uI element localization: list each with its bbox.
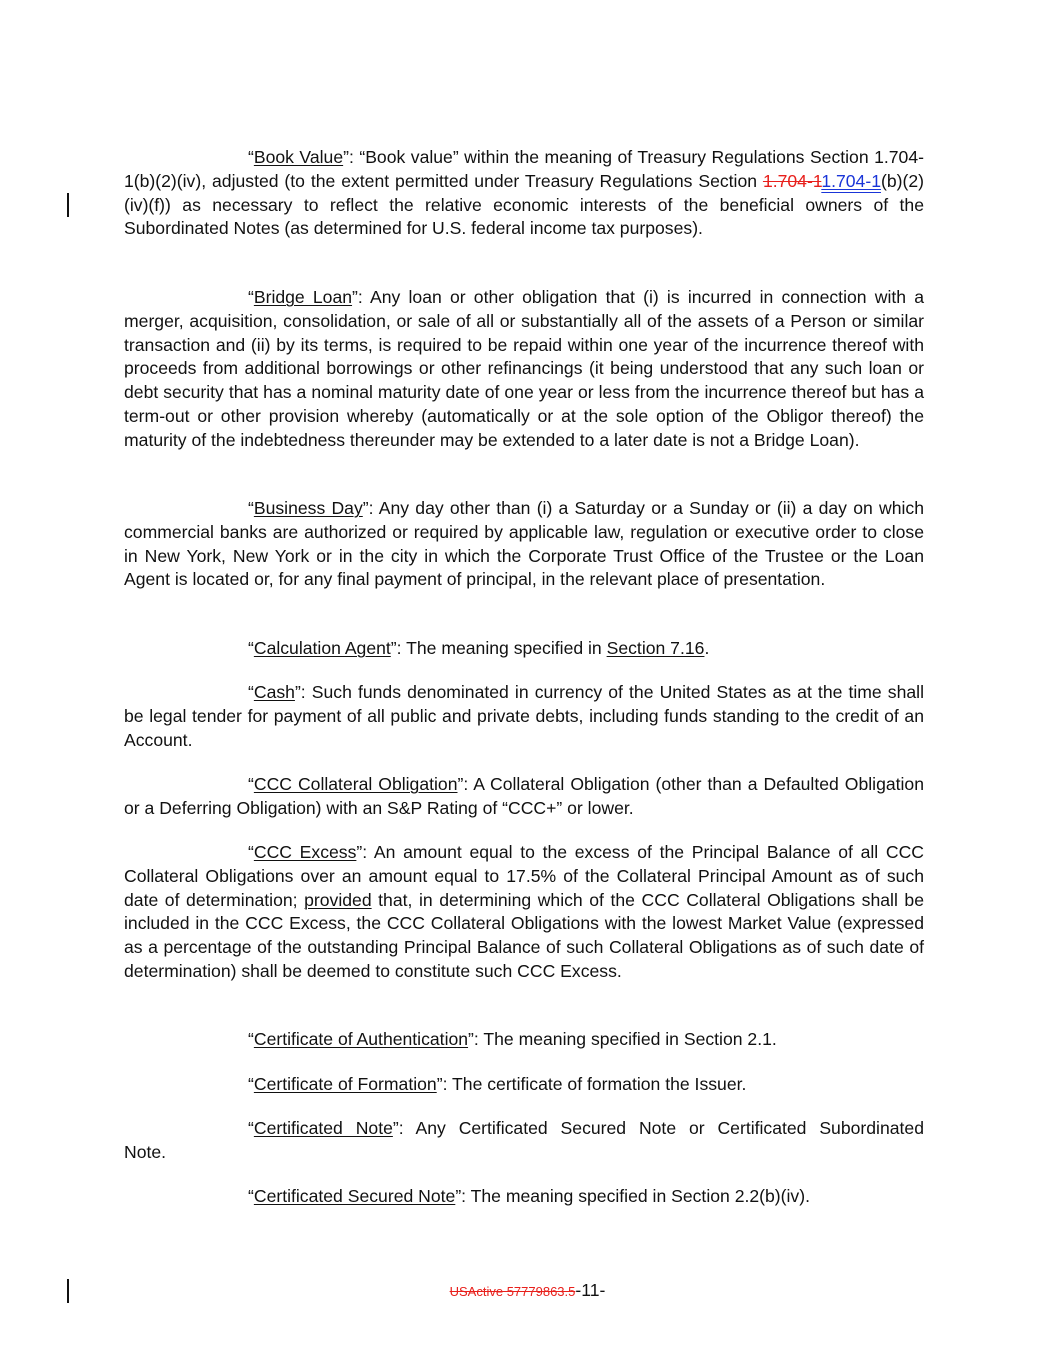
definition-business-day: “Business Day”: Any day other than (i) a Saturday or a Sunday or (ii) a day on which commercial banks are authorized or required by applicable law, regulation or executive order to close in New York, New York or in the city in which the Corporate Trust Office of the Trustee or the Loan Agent is located or, for any final payment of principal, in the relevant place of presentation. bbox=[124, 498, 924, 590]
inserted-text: 1.704-1 bbox=[821, 170, 881, 191]
deleted-text: 1.704-1 bbox=[762, 170, 822, 191]
definition-cash: “Cash”: Such funds denominated in currency of the United States as at the time shall be legal tender for payment of all public and private debts, including funds standing to the credit of an Account. bbox=[124, 682, 924, 750]
definition-certificate-of-authentication: “Certificate of Authentication”: The meaning specified in Section 2.1. bbox=[248, 1029, 777, 1049]
change-bar bbox=[67, 193, 69, 217]
definition-ccc-collateral-obligation: “CCC Collateral Obligation”: A Collateral Obligation (other than a Defaulted Obligation or a Deferring Obligation) with an S&P Rating of “CCC+” or lower. bbox=[124, 774, 924, 818]
defined-term: Business Day bbox=[253, 498, 363, 518]
defined-term: Certificate of Authentication bbox=[253, 1029, 469, 1049]
proviso-term: provided bbox=[304, 889, 372, 910]
defined-term: Cash bbox=[253, 682, 295, 702]
deleted-doc-id: USActive 57779863.5 bbox=[449, 1284, 576, 1299]
defined-term: Calculation Agent bbox=[253, 638, 391, 658]
definition-calculation-agent: “Calculation Agent”: The meaning specified in Section 7.16. bbox=[248, 638, 710, 658]
definition-certificated-secured-note: “Certificated Secured Note”: The meaning specified in Section 2.2(b)(iv). bbox=[248, 1186, 810, 1206]
definition-bridge-loan: “Bridge Loan”: Any loan or other obligation that (i) is incurred in connection with a merger, acquisition, consolidation, or sale of all or substantially all of the assets of a Person or similar transaction and (ii) by its terms, is required to be repaid within one year of the incurrence thereof with proceeds from additional borrowings or other refinancings (it being understood that any such loan or debt security that has a nominal maturity date of one year or less from the incurrence thereof but has a term-out or other provision whereby (automatically or at the sole option of the Obligor thereof) the maturity of the indebtedness thereunder may be extended to a later date is not a Bridge Loan). bbox=[124, 287, 924, 450]
defined-term: Bridge Loan bbox=[253, 287, 353, 307]
defined-term: Certificate of Formation bbox=[253, 1074, 437, 1094]
defined-term: CCC Excess bbox=[253, 842, 357, 862]
definition-certificated-note: “Certificated Note”: Any Certificated Secured Note or Certificated Subordinated Note. bbox=[124, 1118, 924, 1162]
definition-certificate-of-formation: “Certificate of Formation”: The certificate of formation the Issuer. bbox=[248, 1074, 747, 1094]
definition-ccc-excess: “CCC Excess”: An amount equal to the excess of the Principal Balance of all CCC Collateral Obligations over an amount equal to 17.5% of the Collateral Principal Amount as of such date of determination; provided that, in determining which of the CCC Collateral Obligations shall be included in the CCC Excess, the CCC Collateral Obligations with the lowest Market Value (expressed as a percentage of the outstanding Principal Balance of such Collateral Obligations as of such date of determination) shall be deemed to constitute such CCC Excess. bbox=[124, 842, 924, 981]
defined-term: CCC Collateral Obligation bbox=[253, 774, 458, 794]
page-footer bbox=[0, 1280, 1055, 1301]
definition-book-value: “Book Value”: “Book value” within the meaning of Treasury Regulations Section 1.704-1(b)(2)(iv), adjusted (to the extent permitted under Treasury Regulations Section 1.704-11.704-1(b)(2)(iv)(f)) as necessary to reflect the relative economic interests of the beneficial owners of the Subordinated Notes (as determined for U.S. federal income tax purposes). bbox=[124, 147, 924, 239]
defined-term: Certificated Note bbox=[253, 1118, 393, 1138]
section-reference: Section 7.16 bbox=[606, 638, 705, 658]
defined-term: Book Value bbox=[253, 147, 344, 167]
page-number: -11- bbox=[575, 1280, 606, 1300]
defined-term: Certificated Secured Note bbox=[253, 1186, 456, 1206]
